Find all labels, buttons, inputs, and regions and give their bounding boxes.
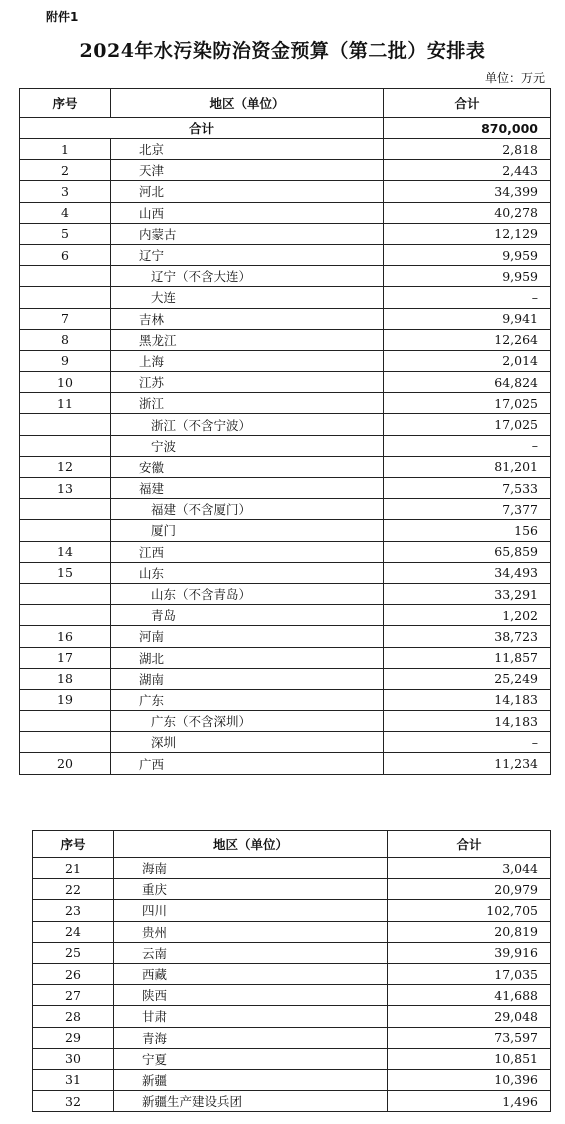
row-number: 30	[33, 1048, 114, 1069]
row-region: 深圳	[111, 732, 384, 753]
row-number	[20, 414, 111, 435]
table-row	[33, 1091, 551, 1112]
row-region: 江西	[111, 541, 384, 562]
row-region: 福建	[111, 478, 384, 499]
table-row	[20, 689, 551, 710]
row-value: 17,025	[384, 393, 551, 414]
row-value: 9,959	[384, 266, 551, 287]
table-row	[20, 160, 551, 181]
row-value: 10,396	[388, 1069, 551, 1090]
row-number: 2	[20, 160, 111, 181]
row-value: 14,183	[384, 711, 551, 732]
table-row	[20, 350, 551, 371]
row-region: 江苏	[111, 372, 384, 393]
row-number	[20, 499, 111, 520]
table-row	[33, 985, 551, 1006]
row-number: 21	[33, 858, 114, 879]
row-region: 黑龙江	[111, 329, 384, 350]
row-value: 40,278	[384, 202, 551, 223]
row-region: 宁波	[111, 435, 384, 456]
row-number: 13	[20, 478, 111, 499]
row-number: 7	[20, 308, 111, 329]
row-value: 10,851	[388, 1048, 551, 1069]
table-row	[20, 139, 551, 160]
row-region: 浙江	[111, 393, 384, 414]
row-region: 内蒙古	[111, 223, 384, 244]
row-value: 64,824	[384, 372, 551, 393]
table-row	[33, 1069, 551, 1090]
row-number: 17	[20, 647, 111, 668]
row-region: 西藏	[114, 963, 388, 984]
table-row	[20, 287, 551, 308]
table-row	[33, 963, 551, 984]
row-number: 22	[33, 879, 114, 900]
row-value: –	[384, 732, 551, 753]
row-value: 65,859	[384, 541, 551, 562]
row-value: 17,035	[388, 963, 551, 984]
row-value: 14,183	[384, 689, 551, 710]
row-number	[20, 732, 111, 753]
table-row	[20, 435, 551, 456]
row-number	[20, 583, 111, 604]
row-value: 29,048	[388, 1006, 551, 1027]
row-number: 27	[33, 985, 114, 1006]
row-region: 广东（不含深圳）	[111, 711, 384, 732]
unit-label: 单位：万元	[484, 71, 545, 85]
row-number: 25	[33, 942, 114, 963]
row-region: 新疆生产建设兵团	[114, 1091, 388, 1112]
row-region: 北京	[111, 139, 384, 160]
row-value: 1,202	[384, 605, 551, 626]
row-value: 3,044	[388, 858, 551, 879]
row-value: 7,533	[384, 478, 551, 499]
table-row	[33, 1027, 551, 1048]
row-region: 大连	[111, 287, 384, 308]
row-number: 5	[20, 223, 111, 244]
row-region: 安徽	[111, 456, 384, 477]
row-value: 20,979	[388, 879, 551, 900]
row-region: 湖北	[111, 647, 384, 668]
table-row	[20, 414, 551, 435]
row-value: 2,443	[384, 160, 551, 181]
table-row	[33, 1048, 551, 1069]
row-region: 甘肃	[114, 1006, 388, 1027]
row-value: 11,234	[384, 753, 551, 774]
row-value: 2,818	[384, 139, 551, 160]
row-number: 15	[20, 562, 111, 583]
row-number	[20, 520, 111, 541]
row-number: 6	[20, 244, 111, 265]
row-region: 云南	[114, 942, 388, 963]
table-row	[20, 562, 551, 583]
table-row	[20, 266, 551, 287]
row-value: 11,857	[384, 647, 551, 668]
row-number: 26	[33, 963, 114, 984]
table-row	[33, 921, 551, 942]
row-region: 河南	[111, 626, 384, 647]
row-region: 山东	[111, 562, 384, 583]
row-value: 20,819	[388, 921, 551, 942]
total-label: 合计	[20, 118, 384, 139]
row-region: 山东（不含青岛）	[111, 583, 384, 604]
row-value: –	[384, 435, 551, 456]
row-value: 33,291	[384, 583, 551, 604]
row-value: 7,377	[384, 499, 551, 520]
row-number	[20, 711, 111, 732]
row-value: 156	[384, 520, 551, 541]
row-value: 81,201	[384, 456, 551, 477]
row-value: 2,014	[384, 350, 551, 371]
row-value: 73,597	[388, 1027, 551, 1048]
table-row	[20, 223, 551, 244]
table-row	[20, 372, 551, 393]
row-value: 12,129	[384, 223, 551, 244]
row-number: 3	[20, 181, 111, 202]
table-row	[20, 499, 551, 520]
row-value: 25,249	[384, 668, 551, 689]
header-no: 序号	[33, 831, 114, 858]
row-region: 重庆	[114, 879, 388, 900]
row-value: 34,493	[384, 562, 551, 583]
row-value: 41,688	[388, 985, 551, 1006]
table-row	[20, 647, 551, 668]
row-number: 29	[33, 1027, 114, 1048]
table-row	[20, 329, 551, 350]
table-row	[20, 308, 551, 329]
row-number: 32	[33, 1091, 114, 1112]
row-number: 4	[20, 202, 111, 223]
table-row	[20, 626, 551, 647]
row-region: 河北	[111, 181, 384, 202]
table-row	[33, 900, 551, 921]
row-number: 24	[33, 921, 114, 942]
row-number: 20	[20, 753, 111, 774]
row-value: 1,496	[388, 1091, 551, 1112]
attachment-label: 附件1	[46, 10, 79, 24]
row-number: 16	[20, 626, 111, 647]
header-region: 地区（单位）	[114, 831, 388, 858]
row-value: 12,264	[384, 329, 551, 350]
header-total: 合计	[384, 89, 551, 118]
row-region: 湖南	[111, 668, 384, 689]
table-row	[20, 753, 551, 774]
total-value: 870,000	[384, 118, 551, 139]
table-row	[20, 244, 551, 265]
row-region: 宁夏	[114, 1048, 388, 1069]
row-value: 9,959	[384, 244, 551, 265]
row-number: 12	[20, 456, 111, 477]
table-row	[33, 1006, 551, 1027]
row-region: 天津	[111, 160, 384, 181]
row-number: 31	[33, 1069, 114, 1090]
table-row	[33, 942, 551, 963]
header-total: 合计	[388, 831, 551, 858]
row-number: 8	[20, 329, 111, 350]
row-region: 贵州	[114, 921, 388, 942]
row-region: 广西	[111, 753, 384, 774]
table-row	[20, 393, 551, 414]
row-region: 广东	[111, 689, 384, 710]
table-row	[20, 732, 551, 753]
budget-table-2	[32, 830, 551, 1112]
table-row	[20, 520, 551, 541]
row-region: 山西	[111, 202, 384, 223]
row-region: 海南	[114, 858, 388, 879]
row-region: 吉林	[111, 308, 384, 329]
budget-table-1	[19, 88, 551, 775]
table-row	[20, 711, 551, 732]
row-value: 38,723	[384, 626, 551, 647]
row-region: 新疆	[114, 1069, 388, 1090]
row-number: 10	[20, 372, 111, 393]
table-row	[20, 181, 551, 202]
row-value: 9,941	[384, 308, 551, 329]
row-number: 19	[20, 689, 111, 710]
page-title: 2024年水污染防治资金预算（第二批）安排表	[79, 40, 486, 62]
row-value: 39,916	[388, 942, 551, 963]
row-number: 9	[20, 350, 111, 371]
row-value: 34,399	[384, 181, 551, 202]
row-region: 上海	[111, 350, 384, 371]
row-number: 18	[20, 668, 111, 689]
row-number	[20, 605, 111, 626]
row-value: –	[384, 287, 551, 308]
header-region: 地区（单位）	[111, 89, 384, 118]
row-number: 23	[33, 900, 114, 921]
row-region: 四川	[114, 900, 388, 921]
table-row	[20, 456, 551, 477]
row-number: 14	[20, 541, 111, 562]
table-row	[33, 879, 551, 900]
row-region: 陕西	[114, 985, 388, 1006]
row-value: 102,705	[388, 900, 551, 921]
row-region: 厦门	[111, 520, 384, 541]
row-number: 11	[20, 393, 111, 414]
row-value: 17,025	[384, 414, 551, 435]
row-number	[20, 435, 111, 456]
row-region: 福建（不含厦门）	[111, 499, 384, 520]
table-row	[20, 668, 551, 689]
table-row	[20, 541, 551, 562]
row-region: 浙江（不含宁波）	[111, 414, 384, 435]
table-header-row	[33, 831, 551, 858]
row-number: 1	[20, 139, 111, 160]
row-region: 辽宁	[111, 244, 384, 265]
table-row	[33, 858, 551, 879]
table-row	[20, 202, 551, 223]
table-header-row	[20, 89, 551, 118]
row-number	[20, 266, 111, 287]
row-number	[20, 287, 111, 308]
row-region: 青海	[114, 1027, 388, 1048]
row-region: 青岛	[111, 605, 384, 626]
table-row	[20, 583, 551, 604]
header-no: 序号	[20, 89, 111, 118]
table-row	[20, 605, 551, 626]
row-region: 辽宁（不含大连）	[111, 266, 384, 287]
table-row	[20, 478, 551, 499]
total-row	[20, 118, 551, 139]
row-number: 28	[33, 1006, 114, 1027]
